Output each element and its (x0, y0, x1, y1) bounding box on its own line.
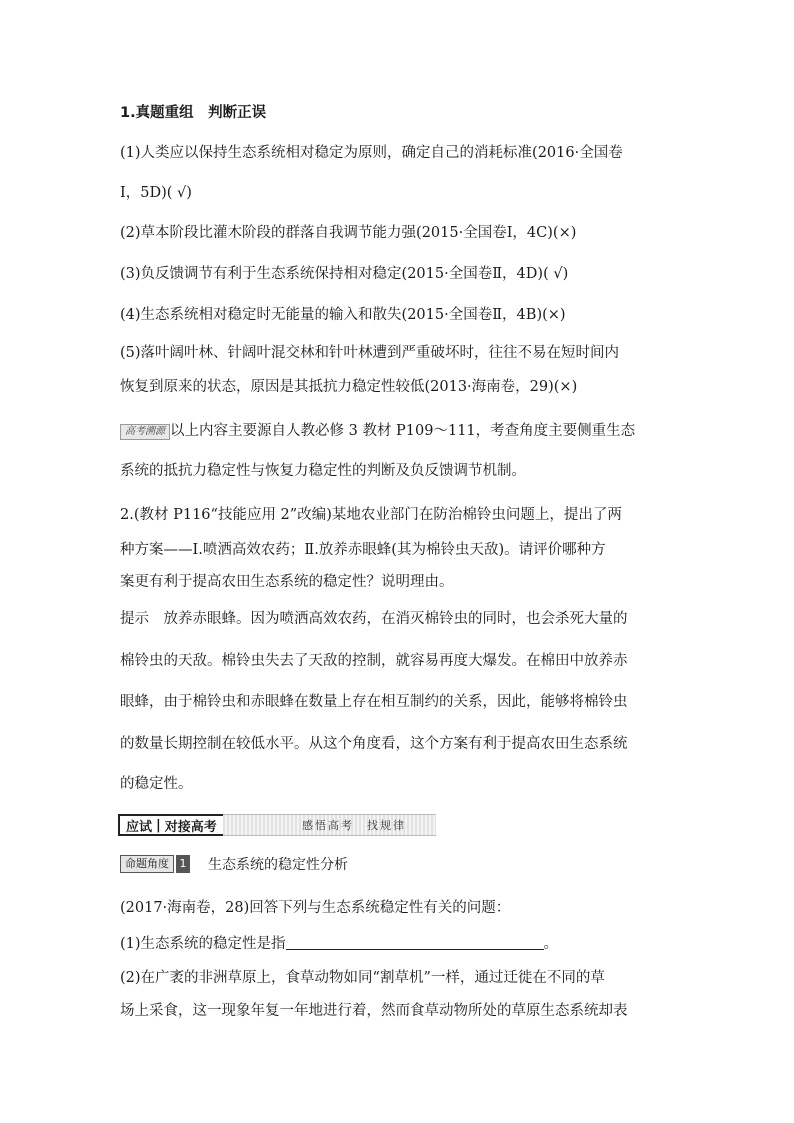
section-separator: | (156, 817, 161, 833)
section-label-a: 应试 (126, 819, 153, 835)
q3-part2-line: 场上采食，这一现象年复一年地进行着，然而食草动物所处的草原生态系统却表 (120, 1003, 628, 1019)
hint-line: 棉铃虫的天敌。棉铃虫失去了天敌的控制，就容易再度大爆发。在棉田中放养赤 (120, 653, 628, 669)
section-label (118, 814, 223, 836)
angle-label: 命题角度 (120, 855, 174, 873)
q1-item: (3)负反馈调节有利于生态系统保持相对稳定(2015·全国卷Ⅱ，4D)( √) (120, 266, 569, 282)
q3-part1 (120, 934, 558, 954)
q2-line: 种方案——Ⅰ.喷洒高效农药；Ⅱ.放养赤眼蜂(其为棉铃虫天敌)。请评价哪种方 (120, 542, 606, 558)
hint-line: 的稳定性。 (120, 776, 193, 792)
q1-item: (2)草本阶段比灌木阶段的群落自我调节能力强(2015·全国卷Ⅰ，4C)(×) (120, 225, 577, 241)
q1-heading: 1.真题重组 判断正误 (120, 105, 267, 121)
answer-blank[interactable] (286, 935, 544, 950)
q3-part1-text: (1)生态系统的稳定性是指 (120, 936, 286, 952)
source-text: 以上内容主要源自人教必修 3 教材 P109～111，考查角度主要侧重生态 (170, 423, 636, 439)
section-label-b: 对接高考 (164, 819, 217, 835)
q1-item: 恢复到原来的状态，原因是其抵抗力稳定性较低(2013·海南卷，29)(×) (120, 379, 578, 395)
q3-part2-line: (2)在广袤的非洲草原上，食草动物如同“割草机”一样，通过迁徙在不同的草 (120, 970, 605, 986)
q3-part1-suffix: 。 (543, 936, 559, 952)
q1-item: Ⅰ，5D)( √) (120, 185, 192, 201)
q2-line: 2.(教材 P116“技能应用 2”改编)某地农业部门在防治棉铃虫问题上，提出了两 (120, 507, 622, 523)
q1-item: (5)落叶阔叶林、针阔叶混交林和针叶林遭到严重破坏时，往往不易在短时间内 (120, 345, 620, 361)
section-subtitle: 感悟高考 找规律 (223, 814, 436, 836)
angle-title: 生态系统的稳定性分析 (208, 857, 348, 873)
hint-line: 提示 放养赤眼蜂。因为喷洒高效农药，在消灭棉铃虫的同时，也会杀死大量的 (120, 611, 628, 627)
source-line (120, 421, 635, 441)
q3-intro: (2017·海南卷，28)回答下列与生态系统稳定性有关的问题： (120, 900, 511, 916)
source-line-2: 系统的抵抗力稳定性与恢复力稳定性的判断及负反馈调节机制。 (120, 463, 526, 479)
q1-item: (4)生态系统相对稳定时无能量的输入和散失(2015·全国卷Ⅱ，4B)(×) (120, 307, 566, 323)
hint-line: 眼蜂，由于棉铃虫和赤眼蜂在数量上存在相互制约的关系，因此，能够将棉铃虫 (120, 694, 628, 710)
q2-line: 案更有利于提高农田生态系统的稳定性？说明理由。 (120, 574, 454, 590)
angle-header (120, 855, 348, 873)
source-tag: 高考溯源 (120, 424, 170, 440)
angle-number: 1 (176, 855, 190, 873)
q1-item: (1)人类应以保持生态系统相对稳定为原则，确定自己的消耗标准(2016·全国卷 (120, 145, 623, 161)
hint-line: 的数量长期控制在较低水平。从这个角度看，这个方案有利于提高农田生态系统 (120, 736, 628, 752)
section-banner (118, 814, 436, 836)
